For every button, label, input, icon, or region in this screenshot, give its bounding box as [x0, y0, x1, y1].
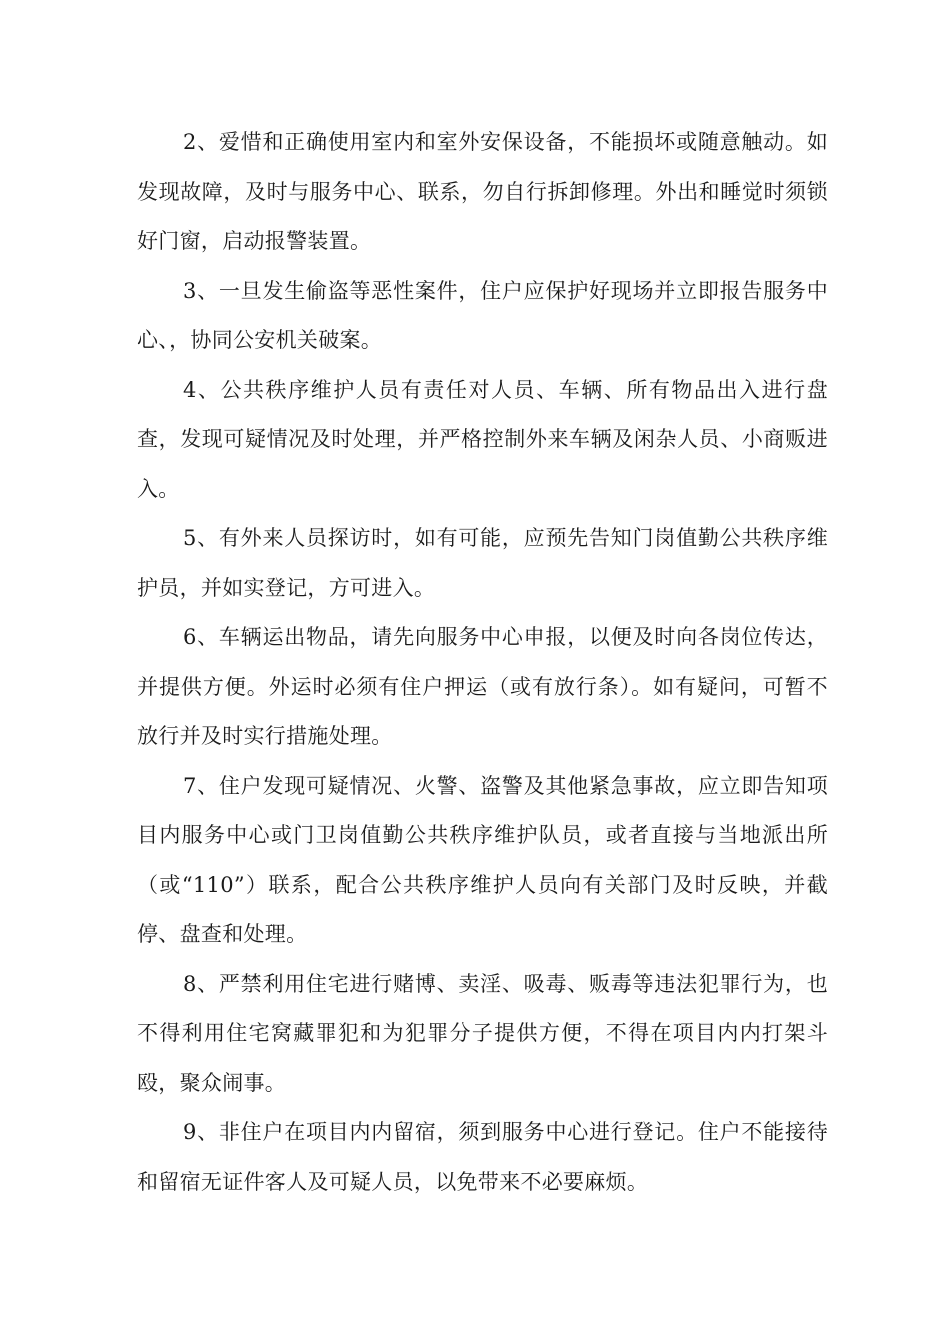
paragraph-item-2: 2、爱惜和正确使用室内和室外安保设备，不能损坏或随意触动。如发现故障，及时与服务中心、联系，勿自行拆卸修理。外出和睡觉时须锁好门窗，启动报警装置。 — [137, 130, 828, 253]
document-page — [137, 118, 828, 1207]
paragraph-item-9: 9、非住户在项目内内留宿，须到服务中心进行登记。住户不能接待和留宿无证件客人及可疑人员，以免带来不必要麻烦。 — [137, 1120, 828, 1194]
paragraph-item-7: 7、住户发现可疑情况、火警、盗警及其他紧急事故，应立即告知项目内服务中心或门卫岗值勤公共秩序维护队员，或者直接与当地派出所（或“110”）联系，配合公共秩序维护人员向有关部门及时反映，并截停、盘查和处理。 — [137, 773, 828, 946]
paragraph-item-4: 4、公共秩序维护人员有责任对人员、车辆、所有物品出入进行盘查，发现可疑情况及时处理，并严格控制外来车辆及闲杂人员、小商贩进入。 — [137, 377, 828, 501]
paragraph-item-6: 6、车辆运出物品，请先向服务中心申报，以便及时向各岗位传达，并提供方便。外运时必须有住户押运（或有放行条）。如有疑问，可暂不放行并及时实行措施处理。 — [137, 625, 828, 748]
paragraph-item-8: 8、严禁利用住宅进行赌博、卖淫、吸毒、贩毒等违法犯罪行为，也不得利用住宅窝藏罪犯和为犯罪分子提供方便，不得在项目内内打架斗殴，聚众闹事。 — [137, 971, 828, 1095]
paragraph-item-3: 3、一旦发生偷盗等恶性案件，住户应保护好现场并立即报告服务中心、，协同公安机关破案。 — [137, 278, 828, 352]
paragraph-item-5: 5、有外来人员探访时，如有可能，应预先告知门岗值勤公共秩序维护员，并如实登记，方可进入。 — [137, 526, 828, 600]
